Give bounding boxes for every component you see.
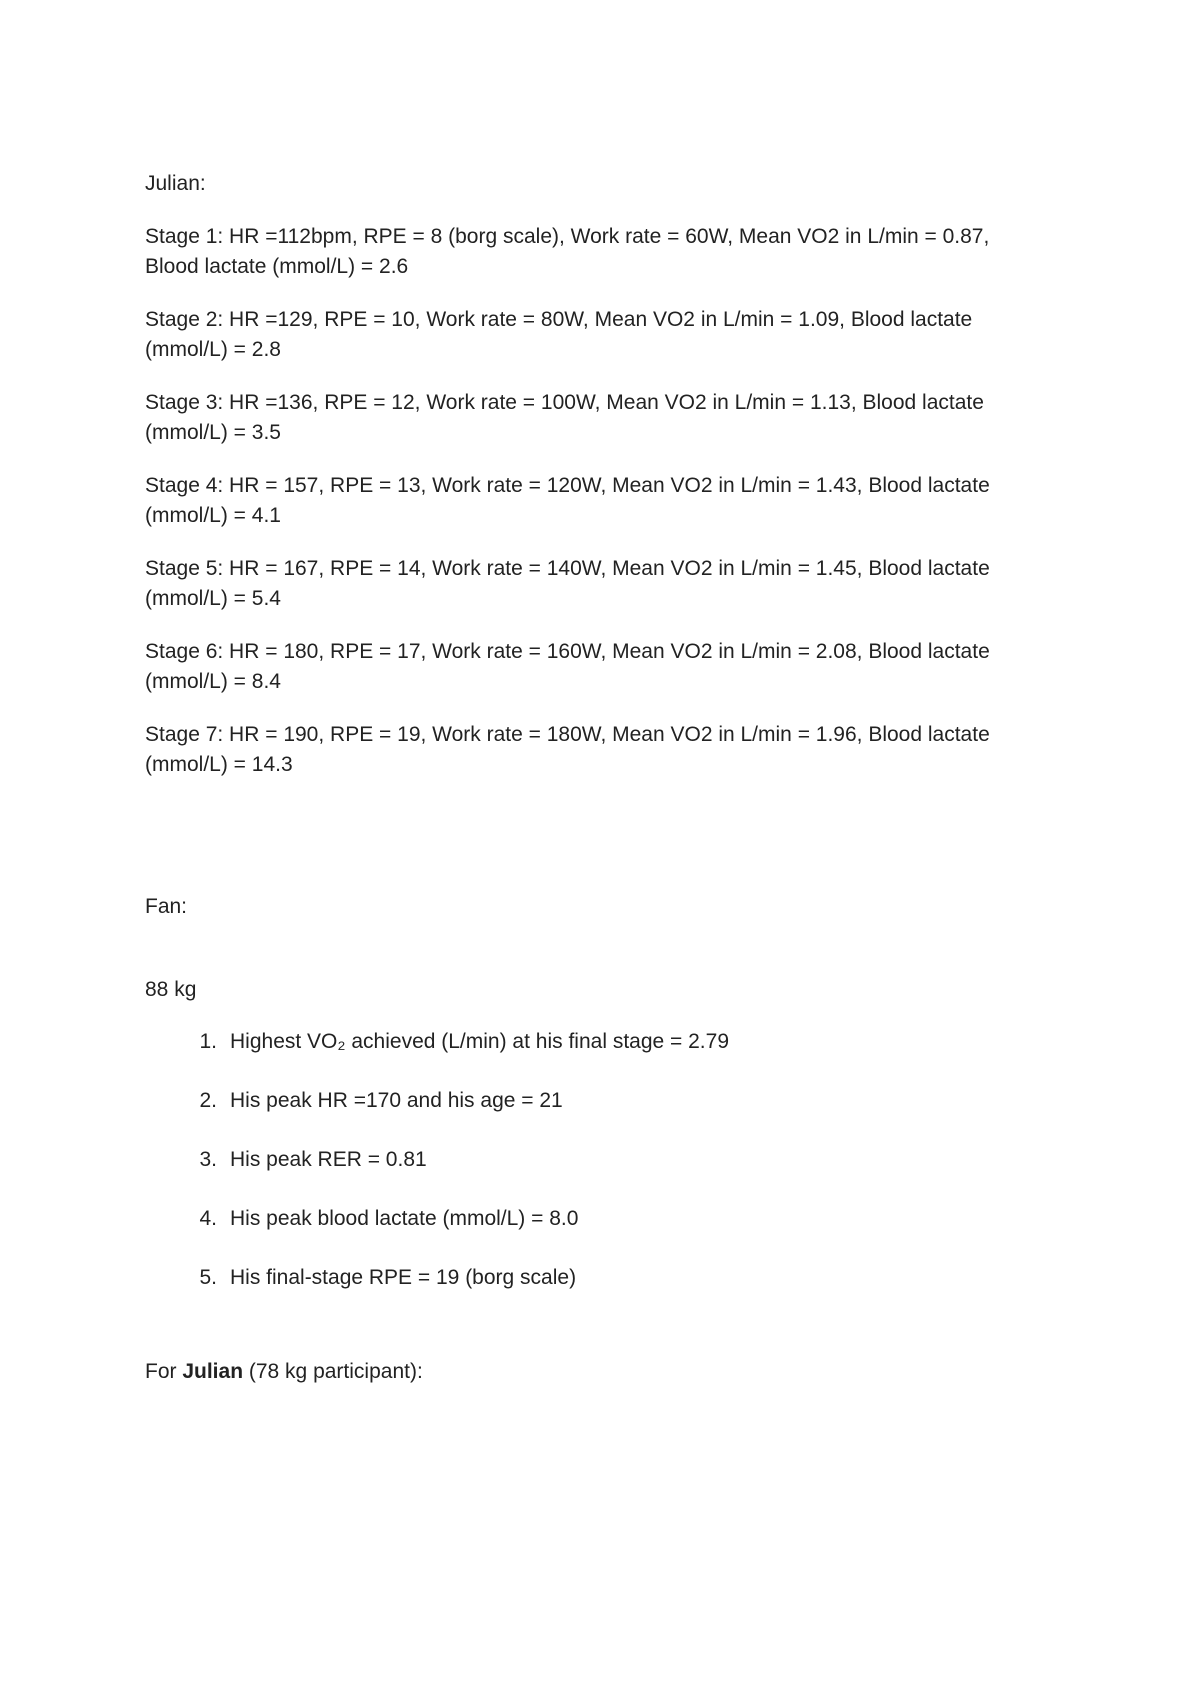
- list-item: [145, 1145, 1065, 1175]
- stage-3-paragraph: [145, 388, 1065, 448]
- stage-2-paragraph: [145, 305, 1065, 365]
- julian-footer-line: [145, 1357, 1065, 1387]
- list-item: [145, 1204, 1065, 1234]
- stage-line: (mmol/L) = 14.3: [145, 753, 293, 776]
- list-number: 5.: [199, 1266, 217, 1289]
- stage-7-paragraph: [145, 720, 1065, 780]
- stage-line: Stage 6: HR = 180, RPE = 17, Work rate = 160W, Mean VO2 in L/min = 2.08, Blood lactate: [145, 640, 990, 663]
- stage-line: Stage 2: HR =129, RPE = 10, Work rate = 80W, Mean VO2 in L/min = 1.09, Blood lactate: [145, 308, 973, 331]
- fan-section: [145, 892, 1065, 1293]
- stage-5-paragraph: [145, 554, 1065, 614]
- list-item-text: His peak HR =170 and his age = 21: [230, 1089, 563, 1112]
- fan-heading: Fan:: [145, 895, 188, 918]
- list-number: 2.: [199, 1089, 217, 1112]
- list-item-text: His peak blood lactate (mmol/L) = 8.0: [230, 1207, 579, 1230]
- stage-6-paragraph: [145, 637, 1065, 697]
- stage-line: Stage 3: HR =136, RPE = 12, Work rate = 100W, Mean VO2 in L/min = 1.13, Blood lactate: [145, 391, 984, 414]
- list-item: [145, 1027, 1065, 1057]
- list-number: 3.: [199, 1148, 217, 1171]
- document-content: [145, 169, 1065, 1387]
- stage-line: (mmol/L) = 4.1: [145, 504, 281, 527]
- list-number: 1.: [199, 1030, 217, 1053]
- stage-line: (mmol/L) = 3.5: [145, 421, 281, 444]
- stage-line: Stage 5: HR = 167, RPE = 14, Work rate = 140W, Mean VO2 in L/min = 1.45, Blood lactate: [145, 557, 990, 580]
- stage-line: (mmol/L) = 5.4: [145, 587, 281, 610]
- list-item: [145, 1263, 1065, 1293]
- julian-heading: Julian:: [145, 172, 206, 195]
- stage-1-paragraph: [145, 222, 1065, 282]
- stage-line: Blood lactate (mmol/L) = 2.6: [145, 255, 409, 278]
- stage-line: (mmol/L) = 2.8: [145, 338, 281, 361]
- stage-line: Stage 4: HR = 157, RPE = 13, Work rate = 120W, Mean VO2 in L/min = 1.43, Blood lactate: [145, 474, 990, 497]
- stage-4-paragraph: [145, 471, 1065, 531]
- list-item-text: His final-stage RPE = 19 (borg scale): [230, 1266, 577, 1289]
- stage-line: Stage 7: HR = 190, RPE = 19, Work rate = 180W, Mean VO2 in L/min = 1.96, Blood lactate: [145, 723, 990, 746]
- list-item-text: Highest VO₂ achieved (L/min) at his final stage = 2.79: [230, 1030, 729, 1053]
- list-number: 4.: [199, 1207, 217, 1230]
- footer-prefix: For: [145, 1360, 183, 1383]
- stage-line: (mmol/L) = 8.4: [145, 670, 281, 693]
- footer-suffix: (78 kg participant):: [243, 1360, 423, 1383]
- list-item-text: His peak RER = 0.81: [230, 1148, 427, 1171]
- fan-weight: 88 kg: [145, 978, 197, 1001]
- footer-name: Julian: [182, 1360, 244, 1383]
- list-item: [145, 1086, 1065, 1116]
- fan-measures-list: [145, 1027, 1065, 1293]
- stage-line: Stage 1: HR =112bpm, RPE = 8 (borg scale), Work rate = 60W, Mean VO2 in L/min = 0.87,: [145, 225, 990, 248]
